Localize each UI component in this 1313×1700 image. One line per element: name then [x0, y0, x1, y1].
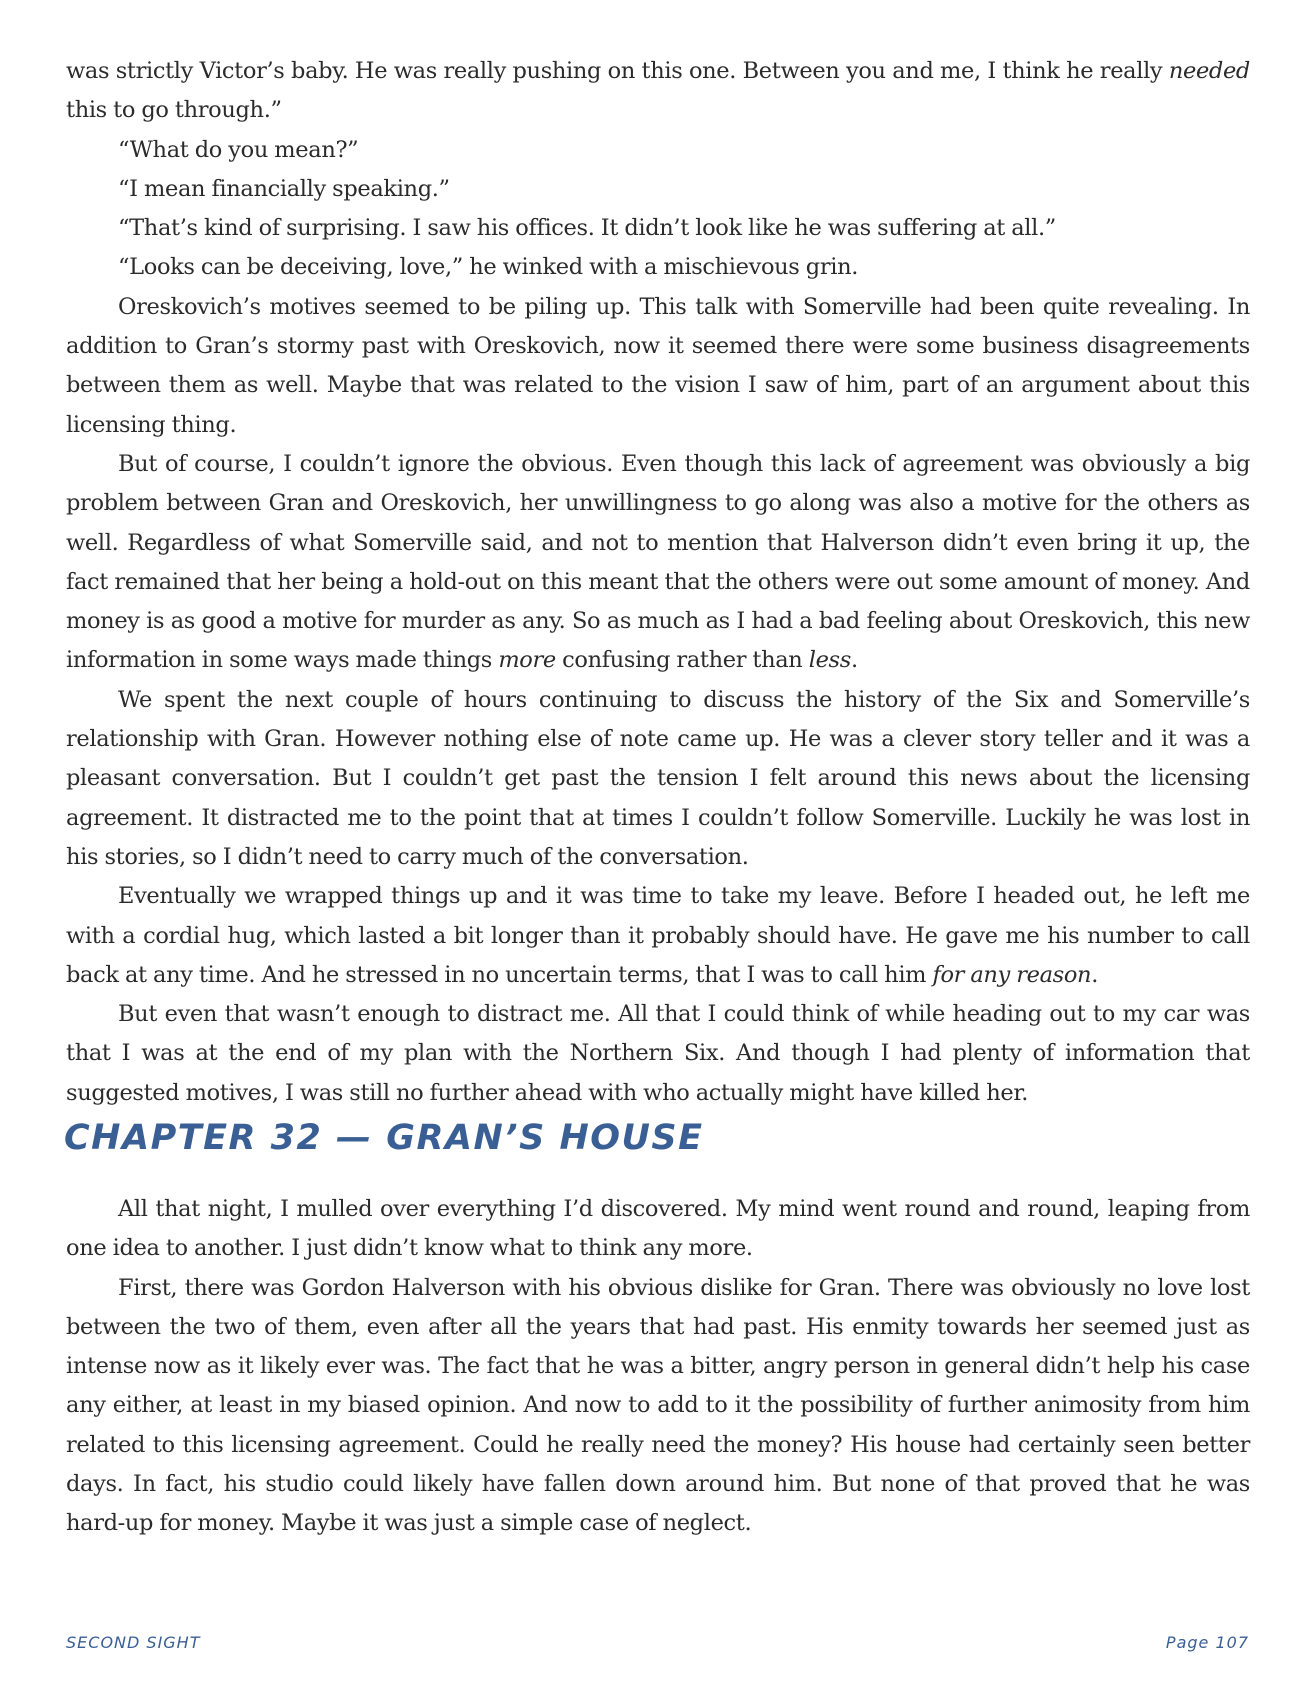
- paragraph-text: this to go through.”: [66, 97, 282, 124]
- paragraph-text: “I mean financially speaking.”: [118, 175, 450, 202]
- paragraph: [66, 52, 1250, 131]
- footer-page-number: Page 107: [1165, 1633, 1249, 1652]
- paragraph: [66, 445, 1250, 681]
- emphasis-text: more: [498, 647, 556, 674]
- paragraph-text: Oreskovich’s motives seemed to be piling up. This talk with Somerville had been quite revealing. In addition to Gran’s stormy past with Oreskovich, now it seemed there were some business disagreements between them as well. Maybe that was related to the vision I saw of him, part of an argument about this licensing thing.: [66, 293, 1250, 438]
- paragraph: [66, 288, 1250, 445]
- paragraph: [66, 170, 1250, 209]
- top-text-block: [66, 52, 1250, 1113]
- paragraph-text: “That’s kind of surprising. I saw his offices. It didn’t look like he was suffering at all.”: [118, 215, 1056, 242]
- paragraph-text: We spent the next couple of hours continuing to discuss the history of the Six and Somerville’s relationship with Gran. However nothing else of note came up. He was a clever story teller and it was a pleasant conversation. But I couldn’t get past the tension I felt around this news about the licensing agreement. It distracted me to the point that at times I couldn’t follow Somerville. Luckily he was lost in his stories, so I didn’t need to carry much of the conversation.: [66, 686, 1250, 870]
- paragraph-text: First, there was Gordon Halverson with his obvious dislike for Gran. There was obviously no love lost between the two of them, even after all the years that had past. His enmity towards her seemed just as intense now as it likely ever was. The fact that he was a bitter, angry person in general didn’t help his case any either, at least in my biased opinion. And now to add to it the possibility of further animosity from him related to this licensing agreement. Could he really need the money? His house had certainly seen better days. In fact, his studio could likely have fallen down around him. But none of that proved that he was hard-up for money. Maybe it was just a simple case of neglect.: [66, 1274, 1250, 1537]
- paragraph-text: But of course, I couldn’t ignore the obvious. Even though this lack of agreement was obviously a big problem between Gran and Oreskovich, her unwillingness to go along was also a motive for the others as well. Regardless of what Somerville said, and not to mention that Halverson didn’t even bring it up, the fact remained that her being a hold-out on this meant that the others were out some amount of money. And money is as good a motive for murder as any. So as much as I had a bad feeling about Oreskovich, this new information in some ways made things: [66, 450, 1250, 674]
- paragraph-text: “What do you mean?”: [118, 136, 359, 163]
- paragraph: [66, 209, 1250, 248]
- paragraph: [66, 877, 1250, 995]
- paragraph-text: .: [1091, 961, 1099, 988]
- emphasis-text: less: [808, 647, 851, 674]
- paragraph-text: All that night, I mulled over everything I’d discovered. My mind went round and round, leaping from one idea to another. I just didn’t know what to think any more.: [66, 1196, 1250, 1262]
- paragraph: [66, 131, 1250, 170]
- paragraph-text: .: [850, 647, 858, 674]
- paragraph-text: was strictly Victor’s baby. He was really pushing on this one. Between you and me, I think he really: [66, 58, 1169, 84]
- paragraph: [66, 995, 1250, 1113]
- paragraph-text: Eventually we wrapped things up and it was time to take my leave. Before I headed out, he left me with a cordial hug, which lasted a bit longer than it probably should have. He gave me his number to call back at any time. And he stressed in no uncertain terms, that I was to call him: [66, 883, 1250, 988]
- paragraph-text: confusing rather than: [555, 647, 809, 674]
- emphasis-text: for any reason: [932, 961, 1092, 988]
- footer-book-title: SECOND SIGHT: [66, 1633, 201, 1652]
- paragraph: [66, 248, 1250, 287]
- chapter-heading: CHAPTER 32 — GRAN’S HOUSE: [64, 1118, 704, 1158]
- paragraph-text: But even that wasn’t enough to distract me. All that I could think of while heading out to my car was that I was at the end of my plan with the Northern Six. And though I had plenty of information that suggested motives, I was still no further ahead with who actually might have killed her.: [66, 1001, 1250, 1106]
- paragraph: [66, 1269, 1250, 1544]
- paragraph-text: “Looks can be deceiving, love,” he winked with a mischievous grin.: [118, 254, 859, 281]
- chapter-text-block: [66, 1190, 1250, 1544]
- paragraph: [66, 681, 1250, 877]
- paragraph: [66, 1190, 1250, 1269]
- emphasis-text: needed: [1168, 58, 1250, 84]
